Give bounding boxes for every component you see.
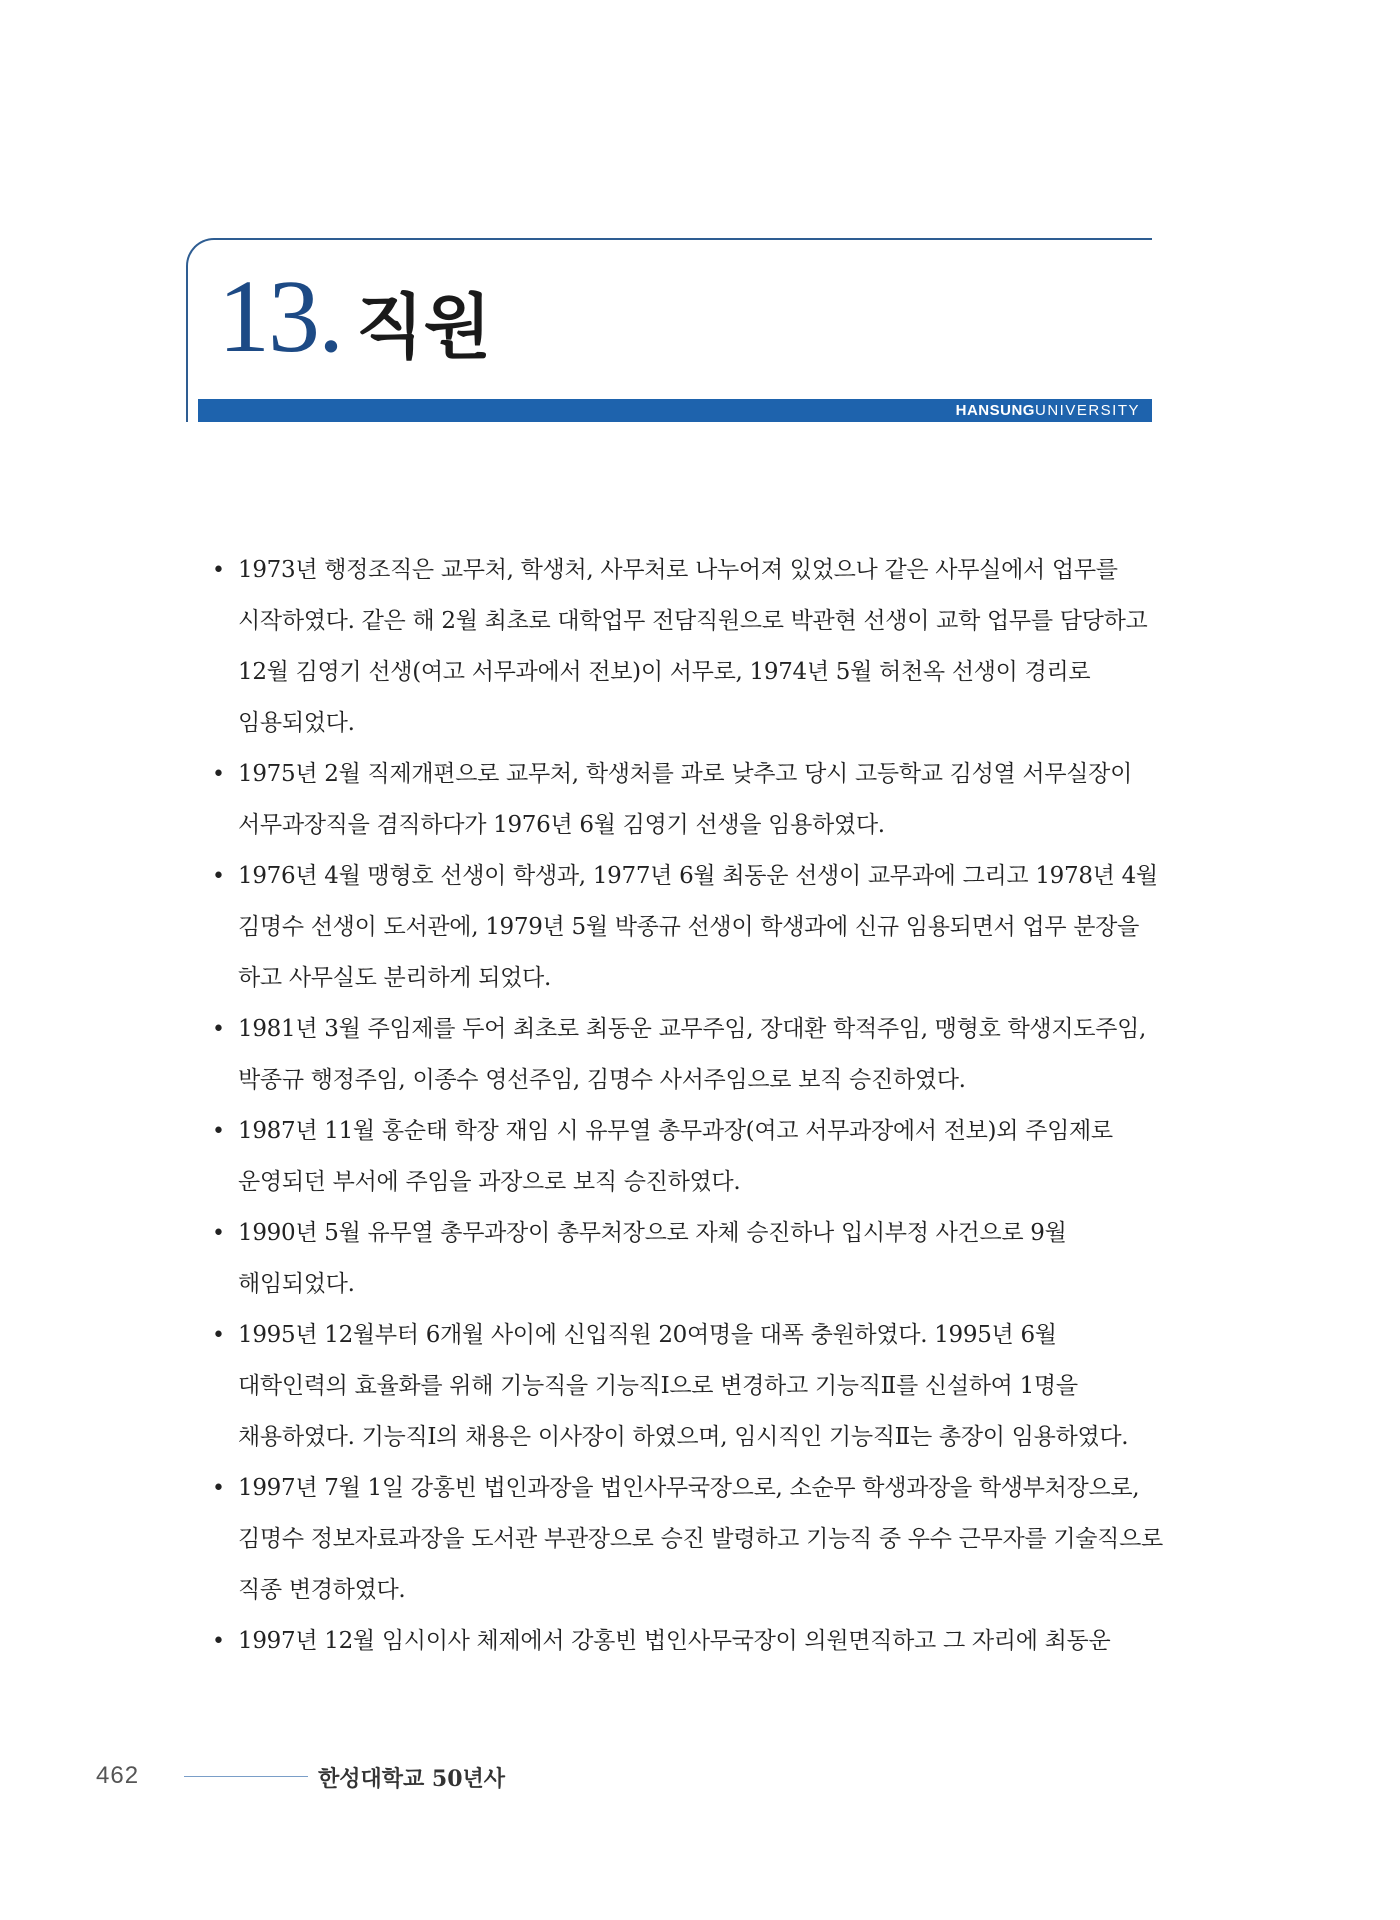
list-item <box>212 1463 1167 1616</box>
bullet-icon: • <box>212 558 225 583</box>
bullet-text: 1973년 행정조직은 교무처, 학생처, 사무처로 나누어져 있었으나 같은 사무실에서 업무를 시작하였다. 같은 해 2월 최초로 대학업무 전담직원으로 박관현 선생이 교학 업무를 담당하고 12월 김영기 선생(여고 서무과에서 전보)이 서무로, 1974년 5월 허천옥 선생이 경리로 임용되었다. <box>238 557 1148 736</box>
list-item <box>212 545 1167 749</box>
list-item <box>212 1616 1167 1667</box>
bullet-icon: • <box>212 1476 225 1501</box>
list-item <box>212 1310 1167 1463</box>
page-number: 462 <box>96 1762 140 1789</box>
list-item <box>212 851 1167 1004</box>
bullet-icon: • <box>212 1629 225 1654</box>
bullet-text: 1997년 7월 1일 강홍빈 법인과장을 법인사무국장으로, 소순무 학생과장을 학생부처장으로, 김명수 정보자료과장을 도서관 부관장으로 승진 발령하고 기능직 중 우수 근무자를 기술직으로 직종 변경하였다. <box>238 1475 1163 1603</box>
list-item <box>212 749 1167 851</box>
chapter-heading <box>218 259 492 374</box>
chapter-number: 13. <box>218 259 342 374</box>
university-brand-bar <box>198 399 1152 422</box>
brand-name-bold: HANSUNG <box>955 402 1035 419</box>
bullet-icon: • <box>212 762 225 787</box>
bullet-text: 1976년 4월 맹형호 선생이 학생과, 1977년 6월 최동운 선생이 교무과에 그리고 1978년 4월 김명수 선생이 도서관에, 1979년 5월 박종규 선생이 학생과에 신규 임용되면서 업무 분장을 하고 사무실도 분리하게 되었다. <box>238 863 1158 991</box>
list-item <box>212 1106 1167 1208</box>
bullet-text: 1987년 11월 홍순태 학장 재임 시 유무열 총무과장(여고 서무과장에서 전보)외 주임제로 운영되던 부서에 주임을 과장으로 보직 승진하였다. <box>238 1118 1113 1195</box>
bullet-text: 1990년 5월 유무열 총무과장이 총무처장으로 자체 승진하나 입시부정 사건으로 9월 해임되었다. <box>238 1220 1067 1297</box>
list-item <box>212 1208 1167 1310</box>
bullet-icon: • <box>212 1323 225 1348</box>
bullet-icon: • <box>212 1119 225 1144</box>
chapter-title: 직원 <box>356 286 492 368</box>
list-item <box>212 1004 1167 1106</box>
bullet-icon: • <box>212 1017 225 1042</box>
book-title: 한성대학교 50년사 <box>318 1766 506 1792</box>
history-bullet-list <box>212 545 1167 1667</box>
bullet-text: 1981년 3월 주임제를 두어 최초로 최동운 교무주임, 장대환 학적주임, 맹형호 학생지도주임, 박종규 행정주임, 이종수 영선주임, 김명수 사서주임으로 보직 승진하였다. <box>238 1016 1147 1093</box>
brand-name-light: UNIVERSITY <box>1034 402 1140 419</box>
bullet-icon: • <box>212 1221 225 1246</box>
bullet-text: 1997년 12월 임시이사 체제에서 강홍빈 법인사무국장이 의원면직하고 그 자리에 최동운 <box>238 1628 1111 1654</box>
bullet-icon: • <box>212 864 225 889</box>
footer-divider <box>184 1776 308 1777</box>
bullet-text: 1995년 12월부터 6개월 사이에 신입직원 20여명을 대폭 충원하였다. 1995년 6월 대학인력의 효율화를 위해 기능직을 기능직Ⅰ으로 변경하고 기능직Ⅱ를 신설하여 1명을 채용하였다. 기능직Ⅰ의 채용은 이사장이 하였으며, 임시직인 기능직Ⅱ는 총장이 임용하였다. <box>238 1322 1129 1450</box>
bullet-text: 1975년 2월 직제개편으로 교무처, 학생처를 과로 낮추고 당시 고등학교 김성열 서무실장이 서무과장직을 겸직하다가 1976년 6월 김영기 선생을 임용하였다. <box>238 761 1133 838</box>
